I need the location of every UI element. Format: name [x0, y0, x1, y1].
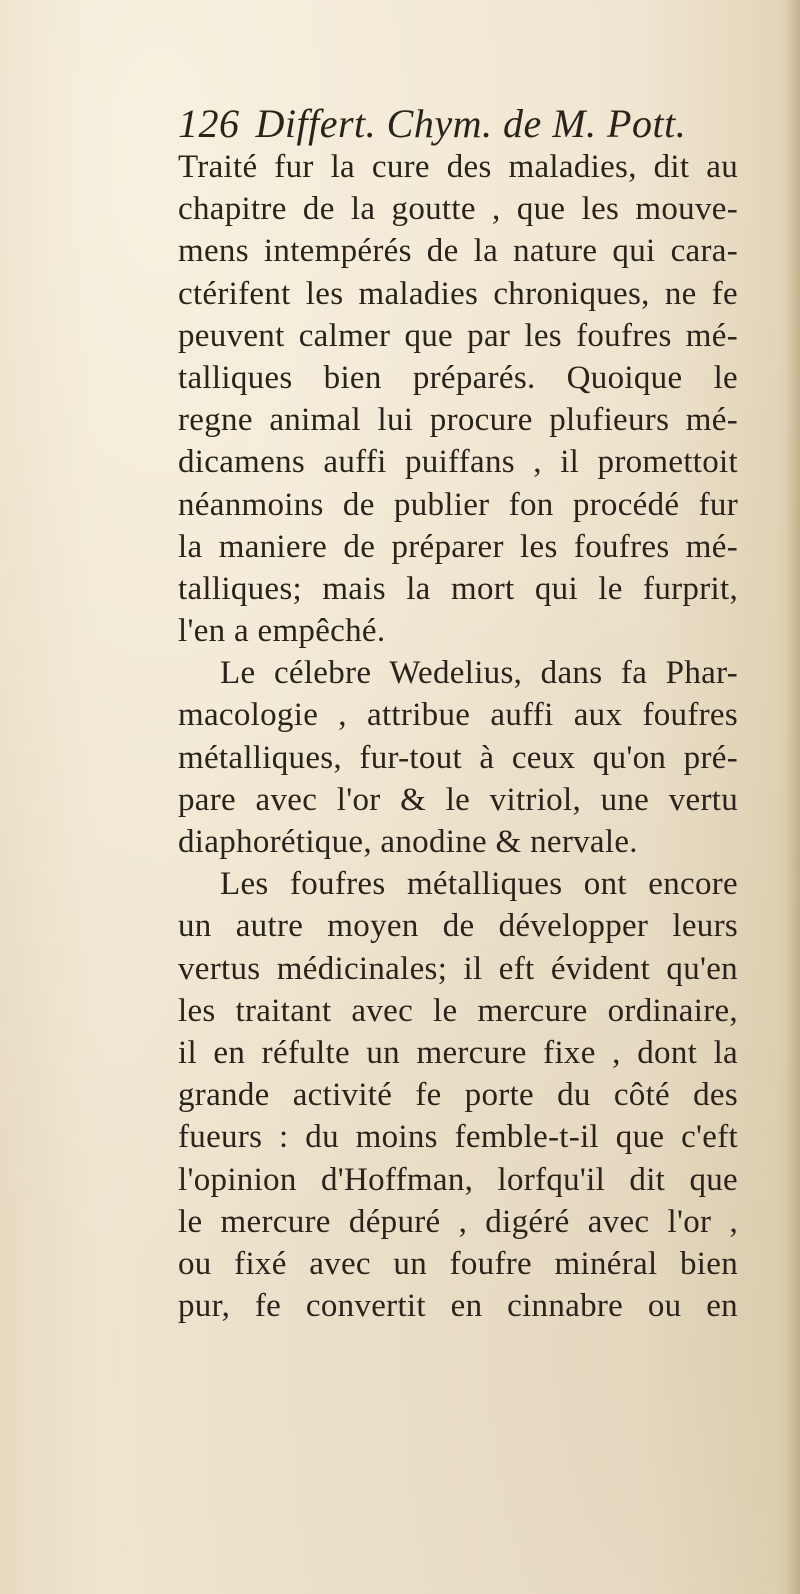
- text-line: ctérifent les maladies chroniques, ne fe: [178, 275, 738, 312]
- page-number: 126: [178, 101, 240, 146]
- running-header: [178, 100, 738, 148]
- text-line: macologie , attribue auffi aux foufres: [178, 697, 738, 734]
- text-line: talliques; mais la mort qui le furprit,: [178, 570, 738, 607]
- text-line: les traitant avec le mercure ordinaire,: [178, 992, 738, 1029]
- text-line: le mercure dépuré , digéré avec l'or ,: [178, 1203, 738, 1240]
- text-line: chapitre de la goutte , que les mouve-: [178, 191, 738, 228]
- text-line: un autre moyen de développer leurs: [178, 908, 738, 945]
- text-line: fueurs : du moins femble-t-il que c'eft: [178, 1119, 738, 1156]
- body-text: [178, 146, 738, 1327]
- text-line: regne animal lui procure plufieurs mé-: [178, 402, 738, 439]
- text-line: pur, fe convertit en cinnabre ou en: [178, 1288, 738, 1325]
- text-line: peuvent calmer que par les foufres mé-: [178, 317, 738, 354]
- text-line: vertus médicinales; il eft évident qu'en: [178, 950, 738, 987]
- text-line: grande activité fe porte du côté des: [178, 1077, 738, 1114]
- text-line: ou fixé avec un foufre minéral bien: [178, 1245, 738, 1282]
- text-line: néanmoins de publier fon procédé fur: [178, 486, 738, 523]
- text-line-paragraph-end: diaphorétique, anodine & nervale.: [178, 824, 638, 860]
- text-line: dicamens auffi puiffans , il promettoit: [178, 444, 738, 481]
- text-line-paragraph-start: Les foufres métalliques ont encore: [220, 866, 738, 903]
- text-line: mens intempérés de la nature qui cara-: [178, 233, 738, 270]
- text-line: la maniere de préparer les foufres mé-: [178, 528, 738, 565]
- running-title: Differt. Chym. de M. Pott.: [255, 101, 687, 146]
- text-line: pare avec l'or & le vitriol, une vertu: [178, 781, 738, 818]
- text-line: métalliques, fur-tout à ceux qu'on pré-: [178, 739, 738, 776]
- text-line: l'opinion d'Hoffman, lorfqu'il dit que: [178, 1161, 738, 1198]
- text-line-paragraph-end: l'en a empêché.: [178, 613, 386, 650]
- page-edge-shadow: [786, 0, 800, 1594]
- text-line: Traité fur la cure des maladies, dit au: [178, 149, 738, 185]
- text-line: il en réfulte un mercure fixe , dont la: [178, 1034, 738, 1071]
- text-line-paragraph-start: Le célebre Wedelius, dans fa Phar-: [220, 655, 738, 692]
- text-line: talliques bien préparés. Quoique le: [178, 359, 738, 396]
